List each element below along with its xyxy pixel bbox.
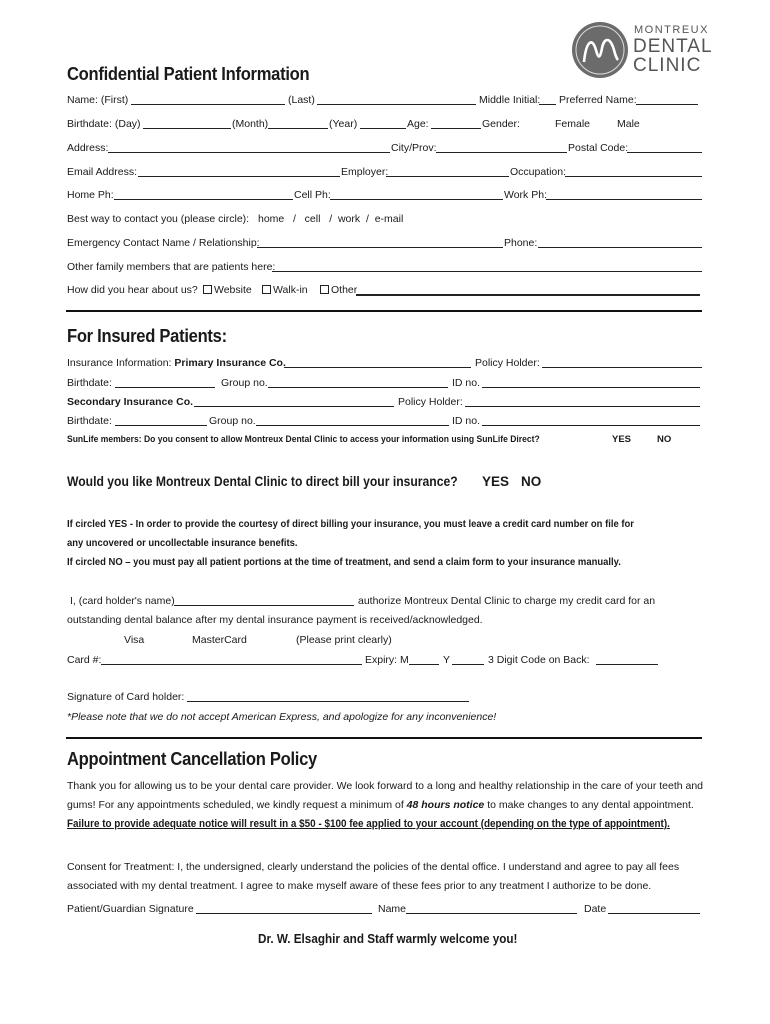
security-code-field[interactable] [596,664,658,665]
card-type-mastercard[interactable]: MasterCard [192,634,247,646]
checkbox-icon [320,285,329,294]
authorize-text: authorize Montreux Dental Clinic to charge my credit card for an [358,595,656,607]
card-type-visa[interactable]: Visa [124,634,145,646]
welcome-message: Dr. W. Elsaghir and Staff warmly welcome you! [258,931,518,946]
cell-phone-field[interactable] [330,199,503,200]
label-security-code: 3 Digit Code on Back: [488,654,590,666]
label-insurance-info: Insurance Information: Primary Insurance Co. [67,357,286,369]
logo-text-montreux: MONTREUX [634,24,709,36]
postal-code-field[interactable] [627,152,702,153]
secondary-insurance-field[interactable] [194,406,394,407]
address-field[interactable] [108,152,390,153]
consent-paragraph-line2: associated with my dental treatment. I agree to make myself aware of these fees prior to any treatment I authorize to be done. [67,880,652,892]
card-holder-signature-field[interactable] [187,701,469,702]
label-email: Email Address: [67,166,138,178]
patient-signature-field[interactable] [196,913,372,914]
emergency-phone-field[interactable] [538,247,702,248]
patient-name-field[interactable] [406,913,577,914]
label-birth-month: (Month) [232,118,269,130]
direct-bill-question: Would you like Montreux Dental Clinic to direct bill your insurance? [67,474,458,489]
label-postal-code: Postal Code: [568,142,629,154]
middle-initial-field[interactable] [539,104,556,105]
logo-text-dental: DENTAL [633,36,713,57]
label-middle-initial: Middle Initial: [479,94,541,106]
label-work-phone: Work Ph: [504,189,547,201]
label-emergency-phone: Phone: [504,237,538,249]
print-clearly-note: (Please print clearly) [296,634,392,646]
label-primary-birthdate: Birthdate: [67,377,112,389]
card-number-field[interactable] [101,664,362,665]
primary-policy-holder-field[interactable] [542,367,702,368]
clinic-logo [570,20,713,80]
label-secondary-birthdate: Birthdate: [67,415,112,427]
label-emergency-contact: Emergency Contact Name / Relationship: [67,237,260,249]
employer-field[interactable] [386,176,509,177]
label-secondary-policy-holder: Policy Holder: [398,396,463,408]
label-primary-id: ID no. [452,377,481,389]
section-divider [66,310,702,312]
checkbox-icon [262,285,271,294]
label-last-name: (Last) [288,94,315,106]
label-policy-holder: Policy Holder: [475,357,540,369]
label-address: Address: [67,142,109,154]
label-city-prov: City/Prov: [391,142,437,154]
label-employer: Employer: [341,166,389,178]
first-name-field[interactable] [131,104,285,105]
referral-other-checkbox[interactable]: Other [320,284,357,297]
label-birth-day: Birthdate: (Day) [67,118,141,130]
label-first-name: Name: (First) [67,94,129,106]
primary-group-field[interactable] [268,387,448,388]
best-contact-options[interactable]: home / cell / work / e-mail [258,213,404,225]
card-holder-name-field[interactable] [174,605,354,606]
amex-note: *Please note that we do not accept American Express, and apologize for any inconvenience! [67,711,497,723]
logo-text-clinic: CLINIC [633,55,702,76]
birth-year-field[interactable] [360,128,406,129]
authorize-text-line2: outstanding dental balance after my dental insurance payment is received/acknowledged. [67,614,483,626]
label-age: Age: [407,118,429,130]
sunlife-consent-text: SunLife members: Do you consent to allow Montreux Dental Clinic to access your information using SunLife Direct? [67,434,540,445]
if-yes-text-line1: If circled YES - In order to provide the courtesy of direct billing your insurance, you must leave a credit card number on file for [67,518,634,530]
secondary-birthdate-field[interactable] [115,425,207,426]
secondary-id-field[interactable] [482,425,700,426]
section-title-patient-info: Confidential Patient Information [67,64,310,84]
label-patient-signature: Patient/Guardian Signature [67,903,194,915]
label-birth-year: (Year) [329,118,358,130]
date-field[interactable] [608,913,700,914]
label-referral-source: How did you hear about us? [67,284,198,296]
if-no-text: If circled NO – you must pay all patient portions at the time of treatment, and send a claim form to your insurance manually. [67,556,621,568]
label-card-number: Card #: [67,654,102,666]
label-primary-group: Group no. [221,377,268,389]
if-yes-text-line2: any uncovered or uncollectable insurance benefits. [67,537,298,549]
city-prov-field[interactable] [436,152,567,153]
expiry-month-field[interactable] [409,664,439,665]
label-gender: Gender: [482,118,520,130]
family-members-field[interactable] [272,271,702,272]
label-card-holder-signature: Signature of Card holder: [67,691,185,703]
occupation-field[interactable] [565,176,702,177]
section-divider [66,737,702,739]
primary-id-field[interactable] [482,387,700,388]
last-name-field[interactable] [317,104,476,105]
gender-option-male[interactable]: Male [617,118,640,130]
label-expiry-month: Expiry: M [365,654,409,666]
label-family-members: Other family members that are patients here: [67,261,276,273]
referral-other-field[interactable] [356,294,700,296]
emergency-contact-field[interactable] [257,247,503,248]
label-cell-phone: Cell Ph: [294,189,331,201]
work-phone-field[interactable] [546,199,702,200]
logo-mark-icon [570,20,630,80]
referral-walkin-checkbox[interactable]: Walk-in [262,284,308,297]
label-patient-name: Name [378,903,407,915]
label-date: Date [584,903,607,915]
label-occupation: Occupation: [510,166,567,178]
consent-paragraph-line1: Consent for Treatment: I, the undersigned, clearly understand the policies of the dental office. I understand and agree to pay all fees [67,861,680,873]
label-expiry-year: Y [443,654,451,666]
birth-day-field[interactable] [143,128,231,129]
policy-fee-warning: Failure to provide adequate notice will result in a $50 - $100 fee applied to your account (depending on the type of appointment). [67,818,670,830]
label-home-phone: Home Ph: [67,189,114,201]
primary-insurance-field[interactable] [284,367,471,368]
preferred-name-field[interactable] [636,104,698,105]
label-best-contact: Best way to contact you (please circle): [67,213,250,225]
direct-bill-yes-option[interactable]: YES [482,474,510,489]
label-card-holder-name: I, (card holder's name) [70,595,175,607]
label-secondary-insurance: Secondary Insurance Co. [67,396,194,408]
referral-website-checkbox[interactable]: Website [203,284,252,297]
section-title-insured-patients: For Insured Patients: [67,326,227,346]
primary-birthdate-field[interactable] [115,387,215,388]
sunlife-no-option[interactable]: NO [657,434,672,445]
home-phone-field[interactable] [114,199,293,200]
expiry-year-field[interactable] [452,664,484,665]
label-secondary-id: ID no. [452,415,481,427]
checkbox-icon [203,285,212,294]
policy-paragraph-line1: Thank you for allowing us to be your dental care provider. We look forward to a long and healthy relationship in the care of your teeth and [67,780,704,792]
label-preferred-name: Preferred Name: [559,94,637,106]
secondary-group-field[interactable] [256,425,449,426]
age-field[interactable] [431,128,481,129]
birth-month-field[interactable] [268,128,328,129]
policy-paragraph-line2: gums! For any appointments scheduled, we kindly request a minimum of 48 hours notice to make changes to any dental appointment. [67,799,694,811]
secondary-policy-holder-field[interactable] [465,406,700,407]
section-title-cancellation-policy: Appointment Cancellation Policy [67,749,317,769]
direct-bill-no-option[interactable]: NO [521,474,542,489]
sunlife-yes-option[interactable]: YES [612,434,632,445]
gender-option-female[interactable]: Female [555,118,591,130]
label-secondary-group: Group no. [209,415,256,427]
email-field[interactable] [138,176,340,177]
